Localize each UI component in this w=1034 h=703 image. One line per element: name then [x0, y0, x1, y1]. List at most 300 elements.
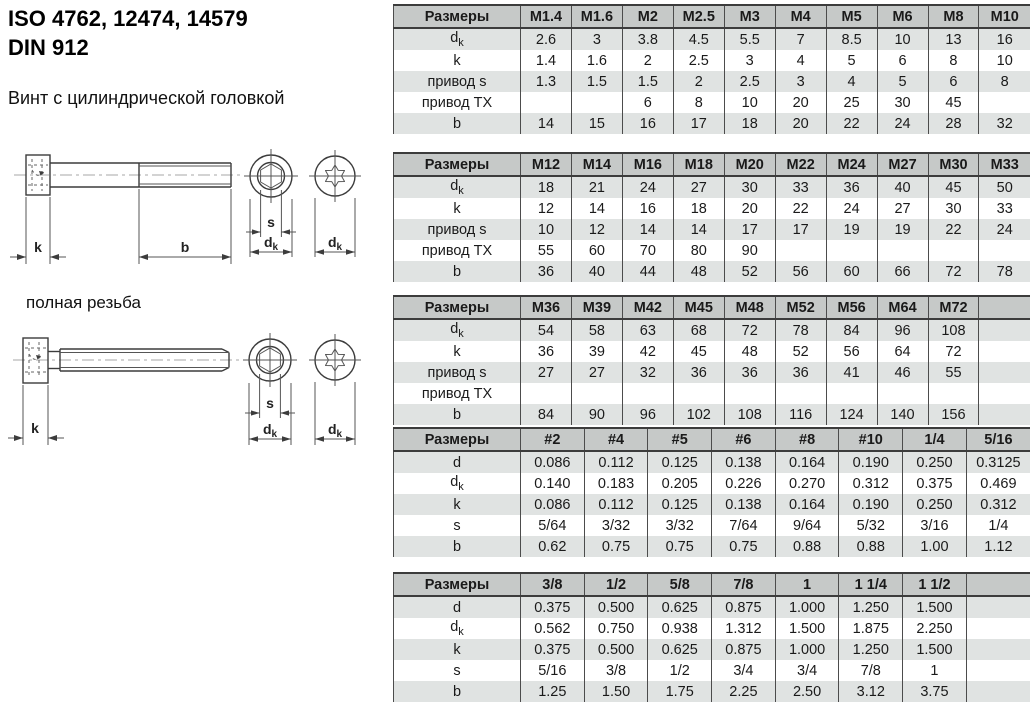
value-cell	[673, 383, 724, 404]
value-cell: 0.88	[775, 536, 839, 557]
torx-end-view	[309, 150, 361, 257]
row-label: b	[394, 404, 521, 425]
value-cell: 64	[877, 341, 928, 362]
value-cell: 27	[877, 198, 928, 219]
column-header: 1 1/4	[839, 573, 903, 596]
column-header: 1/2	[584, 573, 648, 596]
value-cell	[928, 383, 979, 404]
value-cell: 36	[826, 176, 877, 198]
value-cell: 60	[826, 261, 877, 282]
table-row	[394, 50, 1031, 71]
column-header	[979, 296, 1030, 319]
column-header: M3	[724, 5, 775, 28]
value-cell	[877, 240, 928, 261]
value-cell: 7/8	[839, 660, 903, 681]
value-cell: 24	[877, 113, 928, 134]
value-cell: 4	[775, 50, 826, 71]
value-cell: 24	[826, 198, 877, 219]
value-cell: 1.6	[571, 50, 622, 71]
column-header: M2.5	[673, 5, 724, 28]
value-cell: 0.469	[966, 473, 1030, 494]
value-cell: 15	[571, 113, 622, 134]
screw-full-thread-drawing	[8, 318, 388, 453]
value-cell: 0.562	[521, 618, 585, 639]
value-cell: 27	[673, 176, 724, 198]
row-label: k	[394, 341, 521, 362]
value-cell: 3/4	[712, 660, 776, 681]
value-cell: 1.500	[903, 639, 967, 660]
value-cell: 2	[673, 71, 724, 92]
value-cell: 36	[521, 341, 572, 362]
value-cell: 2.5	[673, 50, 724, 71]
column-header: M36	[521, 296, 572, 319]
column-header: #6	[712, 428, 776, 451]
column-header: M56	[826, 296, 877, 319]
standard-numbers: ISO 4762, 12474, 14579	[8, 6, 248, 31]
value-cell: 124	[826, 404, 877, 425]
dim-label-dk: $d_k$	[263, 234, 279, 253]
value-cell	[521, 383, 572, 404]
column-header: M4	[775, 5, 826, 28]
table-row	[394, 71, 1031, 92]
column-header: #8	[775, 428, 839, 451]
row-label-header: Размеры	[394, 296, 521, 319]
value-cell: 55	[521, 240, 572, 261]
value-cell: 1.5	[571, 71, 622, 92]
dim-label-k: k	[34, 239, 42, 255]
dim-label-dk: $d_k$	[327, 421, 343, 440]
row-label: k	[394, 639, 521, 660]
column-header: 1	[775, 573, 839, 596]
row-label: b	[394, 261, 521, 282]
value-cell: 32	[979, 113, 1030, 134]
value-cell	[979, 319, 1030, 341]
value-cell: 0.375	[521, 639, 585, 660]
column-header: M42	[622, 296, 673, 319]
column-header: M45	[673, 296, 724, 319]
column-header: #10	[839, 428, 903, 451]
column-header: M27	[877, 153, 928, 176]
value-cell: 14	[571, 198, 622, 219]
column-header	[966, 573, 1030, 596]
row-label-header: Размеры	[394, 5, 521, 28]
value-cell: 5	[826, 50, 877, 71]
value-cell	[966, 681, 1030, 702]
value-cell: 70	[622, 240, 673, 261]
value-cell: 3/32	[584, 515, 648, 536]
value-cell: 0.112	[584, 451, 648, 473]
value-cell: 45	[673, 341, 724, 362]
value-cell: 1.00	[903, 536, 967, 557]
value-cell: 58	[571, 319, 622, 341]
row-label: привод s	[394, 362, 521, 383]
value-cell: 40	[571, 261, 622, 282]
column-header: M22	[775, 153, 826, 176]
value-cell: 0.164	[775, 451, 839, 473]
value-cell: 33	[775, 176, 826, 198]
row-label: $d_k$	[394, 473, 521, 494]
column-header: M20	[724, 153, 775, 176]
value-cell: 0.140	[521, 473, 585, 494]
column-header: M33	[979, 153, 1030, 176]
column-header: #5	[648, 428, 712, 451]
value-cell: 0.375	[521, 596, 585, 618]
value-cell	[571, 383, 622, 404]
value-cell: 3/16	[903, 515, 967, 536]
hex-socket-end-view	[244, 149, 298, 257]
value-cell: 3.12	[839, 681, 903, 702]
value-cell: 0.125	[648, 451, 712, 473]
value-cell: 2.50	[775, 681, 839, 702]
value-cell: 72	[724, 319, 775, 341]
value-cell: 17	[673, 113, 724, 134]
value-cell: 45	[928, 176, 979, 198]
value-cell: 7	[775, 28, 826, 50]
value-cell: 56	[775, 261, 826, 282]
value-cell: 5/32	[839, 515, 903, 536]
value-cell: 0.125	[648, 494, 712, 515]
value-cell: 14	[622, 219, 673, 240]
value-cell: 8	[673, 92, 724, 113]
value-cell: 28	[928, 113, 979, 134]
value-cell: 0.138	[712, 494, 776, 515]
value-cell: 41	[826, 362, 877, 383]
value-cell: 20	[775, 113, 826, 134]
dim-label-k: k	[31, 420, 39, 436]
value-cell: 0.086	[521, 494, 585, 515]
value-cell: 1.500	[775, 618, 839, 639]
value-cell: 6	[928, 71, 979, 92]
column-header: #2	[521, 428, 585, 451]
value-cell	[979, 404, 1030, 425]
row-label: $d_k$	[394, 618, 521, 639]
value-cell: 44	[622, 261, 673, 282]
value-cell: 5/16	[521, 660, 585, 681]
value-cell: 39	[571, 341, 622, 362]
column-header: M64	[877, 296, 928, 319]
value-cell: 27	[521, 362, 572, 383]
table-row	[394, 319, 1031, 341]
page-title	[8, 4, 248, 62]
value-cell: 1.12	[966, 536, 1030, 557]
row-label: k	[394, 494, 521, 515]
value-cell: 2.5	[724, 71, 775, 92]
value-cell	[775, 383, 826, 404]
value-cell	[521, 92, 572, 113]
table-row	[394, 618, 1031, 639]
column-header: 1/4	[903, 428, 967, 451]
value-cell: 3	[775, 71, 826, 92]
value-cell: 40	[877, 176, 928, 198]
value-cell: 6	[622, 92, 673, 113]
row-label: привод TX	[394, 240, 521, 261]
value-cell: 19	[826, 219, 877, 240]
table-row	[394, 176, 1031, 198]
value-cell: 0.112	[584, 494, 648, 515]
value-cell: 22	[928, 219, 979, 240]
value-cell: 24	[622, 176, 673, 198]
row-label: привод s	[394, 219, 521, 240]
value-cell	[928, 240, 979, 261]
value-cell: 24	[979, 219, 1030, 240]
value-cell: 55	[928, 362, 979, 383]
row-label-header: Размеры	[394, 153, 521, 176]
value-cell: 116	[775, 404, 826, 425]
value-cell: 36	[521, 261, 572, 282]
value-cell	[966, 639, 1030, 660]
column-header: M16	[622, 153, 673, 176]
value-cell: 12	[521, 198, 572, 219]
column-header: 5/8	[648, 573, 712, 596]
row-label: привод TX	[394, 383, 521, 404]
din-number: DIN 912	[8, 35, 89, 60]
value-cell: 3	[571, 28, 622, 50]
value-cell: 96	[877, 319, 928, 341]
value-cell: 30	[724, 176, 775, 198]
value-cell: 3/32	[648, 515, 712, 536]
value-cell	[622, 383, 673, 404]
value-cell: 72	[928, 261, 979, 282]
dim-label-dk: $d_k$	[327, 234, 343, 253]
value-cell: 0.270	[775, 473, 839, 494]
value-cell: 0.164	[775, 494, 839, 515]
value-cell: 0.138	[712, 451, 776, 473]
row-label: b	[394, 536, 521, 557]
table-row	[394, 451, 1031, 473]
value-cell: 0.250	[903, 494, 967, 515]
table-row	[394, 596, 1031, 618]
column-header: M8	[928, 5, 979, 28]
value-cell: 10	[724, 92, 775, 113]
value-cell: 52	[775, 341, 826, 362]
value-cell: 1.312	[712, 618, 776, 639]
value-cell: 1.250	[839, 639, 903, 660]
value-cell: 30	[877, 92, 928, 113]
value-cell: 0.190	[839, 451, 903, 473]
value-cell: 54	[521, 319, 572, 341]
row-label: b	[394, 113, 521, 134]
table-row	[394, 113, 1031, 134]
dim-label-b: b	[180, 239, 190, 255]
torx-end-view	[309, 334, 361, 445]
value-cell: 102	[673, 404, 724, 425]
value-cell	[826, 240, 877, 261]
column-header: M6	[877, 5, 928, 28]
value-cell	[826, 383, 877, 404]
value-cell: 0.086	[521, 451, 585, 473]
table-row	[394, 515, 1031, 536]
value-cell: 46	[877, 362, 928, 383]
screw-partial-thread-drawing	[8, 143, 388, 291]
value-cell: 0.312	[839, 473, 903, 494]
value-cell: 45	[928, 92, 979, 113]
value-cell: 56	[826, 341, 877, 362]
value-cell: 16	[622, 198, 673, 219]
value-cell: 90	[724, 240, 775, 261]
value-cell	[877, 383, 928, 404]
value-cell: 0.3125	[966, 451, 1030, 473]
value-cell	[979, 240, 1030, 261]
table-row	[394, 362, 1031, 383]
value-cell: 80	[673, 240, 724, 261]
column-header: M52	[775, 296, 826, 319]
value-cell: 6	[877, 50, 928, 71]
table-metric-m1_4-m10	[393, 4, 1030, 134]
value-cell	[571, 92, 622, 113]
value-cell: 2.6	[521, 28, 572, 50]
row-label: s	[394, 660, 521, 681]
value-cell: 3/4	[775, 660, 839, 681]
row-label-header: Размеры	[394, 573, 521, 596]
value-cell: 0.312	[966, 494, 1030, 515]
value-cell: 17	[724, 219, 775, 240]
table-row	[394, 341, 1031, 362]
value-cell: 10	[877, 28, 928, 50]
table-inch-number-sizes	[393, 427, 1030, 557]
row-label: s	[394, 515, 521, 536]
value-cell: 18	[673, 198, 724, 219]
value-cell: 1.50	[584, 681, 648, 702]
value-cell	[775, 240, 826, 261]
row-label: k	[394, 198, 521, 219]
value-cell: 63	[622, 319, 673, 341]
table-row	[394, 198, 1031, 219]
column-header: M5	[826, 5, 877, 28]
table-row	[394, 473, 1031, 494]
value-cell: 36	[724, 362, 775, 383]
value-cell: 0.250	[903, 451, 967, 473]
column-header: #4	[584, 428, 648, 451]
value-cell: 0.205	[648, 473, 712, 494]
value-cell: 90	[571, 404, 622, 425]
full-thread-label: полная резьба	[26, 293, 141, 312]
value-cell: 68	[673, 319, 724, 341]
value-cell: 0.375	[903, 473, 967, 494]
value-cell: 16	[622, 113, 673, 134]
table-row	[394, 536, 1031, 557]
value-cell: 8	[979, 71, 1030, 92]
column-header: M39	[571, 296, 622, 319]
value-cell: 84	[521, 404, 572, 425]
product-description: Винт с цилиндрической головкой	[8, 88, 285, 108]
row-label: привод s	[394, 71, 521, 92]
value-cell: 0.88	[839, 536, 903, 557]
value-cell: 20	[724, 198, 775, 219]
dim-label-s: s	[267, 214, 275, 230]
value-cell: 22	[775, 198, 826, 219]
table-row	[394, 240, 1031, 261]
value-cell: 27	[571, 362, 622, 383]
row-label: $d_k$	[394, 176, 521, 198]
value-cell: 72	[928, 341, 979, 362]
column-header: M14	[571, 153, 622, 176]
value-cell: 21	[571, 176, 622, 198]
table-row	[394, 219, 1031, 240]
value-cell: 0.183	[584, 473, 648, 494]
value-cell: 1.4	[521, 50, 572, 71]
column-header: M10	[979, 5, 1030, 28]
table-row	[394, 404, 1031, 425]
value-cell: 48	[673, 261, 724, 282]
row-label: k	[394, 50, 521, 71]
table-row	[394, 681, 1031, 702]
row-label: привод TX	[394, 92, 521, 113]
value-cell: 78	[979, 261, 1030, 282]
value-cell: 3	[724, 50, 775, 71]
table-row	[394, 383, 1031, 404]
value-cell: 1	[903, 660, 967, 681]
value-cell: 10	[521, 219, 572, 240]
table-row	[394, 639, 1031, 660]
table-row	[394, 660, 1031, 681]
value-cell: 33	[979, 198, 1030, 219]
value-cell: 36	[775, 362, 826, 383]
value-cell: 52	[724, 261, 775, 282]
value-cell	[966, 596, 1030, 618]
column-header: M1.4	[521, 5, 572, 28]
value-cell: 5	[877, 71, 928, 92]
value-cell: 25	[826, 92, 877, 113]
value-cell	[966, 618, 1030, 639]
table-inch-fraction-sizes	[393, 572, 1030, 702]
value-cell	[979, 362, 1030, 383]
value-cell	[979, 383, 1030, 404]
table-row	[394, 28, 1031, 50]
dim-label-s: s	[266, 395, 274, 411]
value-cell: 1.500	[903, 596, 967, 618]
value-cell	[979, 92, 1030, 113]
value-cell	[979, 341, 1030, 362]
value-cell: 18	[724, 113, 775, 134]
value-cell: 0.75	[712, 536, 776, 557]
value-cell: 0.62	[521, 536, 585, 557]
value-cell: 0.500	[584, 596, 648, 618]
dim-label-dk: $d_k$	[262, 421, 278, 440]
value-cell: 14	[521, 113, 572, 134]
value-cell: 108	[928, 319, 979, 341]
column-header: 5/16	[966, 428, 1030, 451]
table-metric-m12-m33	[393, 152, 1030, 282]
row-label-header: Размеры	[394, 428, 521, 451]
value-cell: 0.75	[648, 536, 712, 557]
value-cell: 32	[622, 362, 673, 383]
value-cell: 10	[979, 50, 1030, 71]
column-header: M30	[928, 153, 979, 176]
column-header: 3/8	[521, 573, 585, 596]
value-cell: 0.500	[584, 639, 648, 660]
column-header: M24	[826, 153, 877, 176]
value-cell: 2.25	[712, 681, 776, 702]
column-header: 1 1/2	[903, 573, 967, 596]
value-cell: 7/64	[712, 515, 776, 536]
column-header: M2	[622, 5, 673, 28]
row-label: d	[394, 451, 521, 473]
value-cell: 0.625	[648, 639, 712, 660]
value-cell: 16	[979, 28, 1030, 50]
value-cell: 12	[571, 219, 622, 240]
column-header: 7/8	[712, 573, 776, 596]
value-cell: 140	[877, 404, 928, 425]
table-row	[394, 92, 1031, 113]
value-cell: 8.5	[826, 28, 877, 50]
row-label: d	[394, 596, 521, 618]
row-label: $d_k$	[394, 319, 521, 341]
value-cell: 0.875	[712, 639, 776, 660]
value-cell: 84	[826, 319, 877, 341]
value-cell: 48	[724, 341, 775, 362]
value-cell: 0.938	[648, 618, 712, 639]
value-cell: 1/4	[966, 515, 1030, 536]
